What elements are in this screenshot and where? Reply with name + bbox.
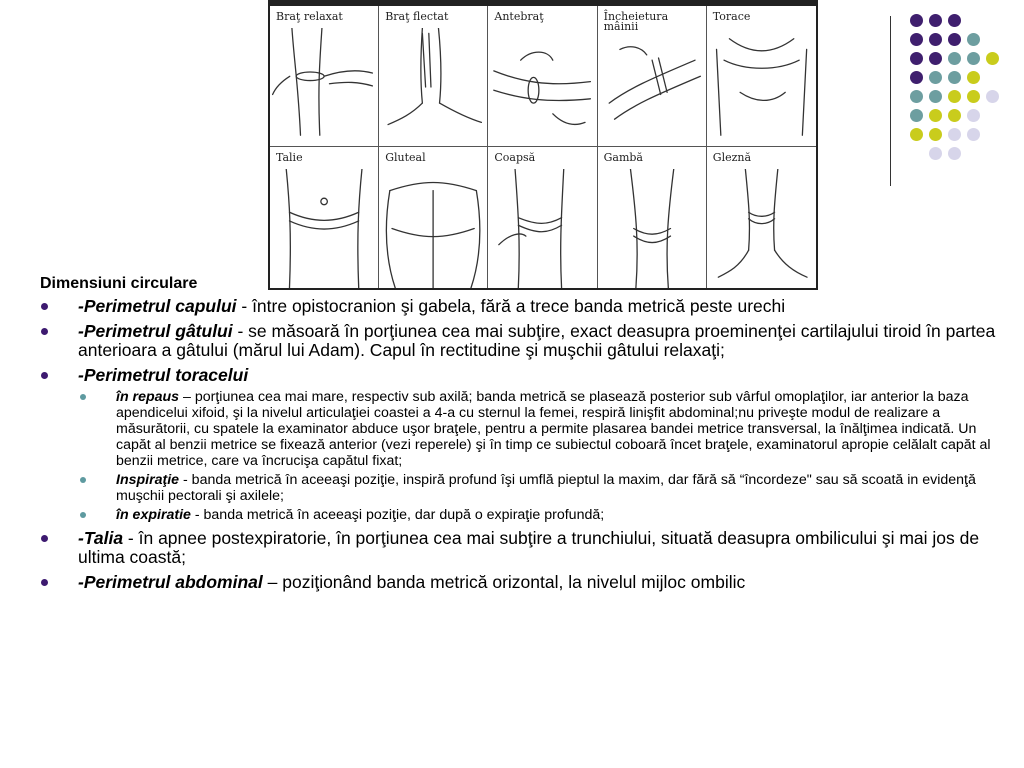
decor-dot: [967, 109, 980, 122]
decor-dot: [929, 147, 942, 160]
decor-dot: [929, 14, 942, 27]
figure-cell-chest: [707, 6, 816, 147]
decor-dot: [948, 147, 961, 160]
figure-cell-flexed-arm: [379, 6, 488, 147]
figure-label: Încheietura mâinii: [603, 10, 669, 33]
figure-cell-waist: [270, 147, 379, 288]
item-term: -Perimetrul gâtului: [78, 321, 233, 341]
figure-cell-wrist: [598, 6, 707, 147]
decor-dot: [948, 128, 961, 141]
subitem-text: – porţiunea cea mai mare, respectiv sub axilă; banda metrică se plasează posterior sub vârful omoplaţilor, iar anterior la baza apendicelui xifoid, şi la nivelul articulaţiei coastei a 4-a cu sternul la femei, respiră linişfit abdominal;nu priveşte modul de realizare a măsurătorii, cu spatele la examinator abduce uşor braţele, pentru a permite plasarea bandei metrice transversal, la înălţimea indicată. Un capăt al benzii metrice se fixează anterior (vezi reperele) şi în timp ce subiectul coboară încet braţele, examinatorul apropie celălalt capăt al benzii metrice, care va încrucişa capătul fixat;: [116, 389, 991, 469]
subitem-text: - banda metrică în aceeaşi poziţie, inspiră profund îşi umflă pieptul la maxim, dar fără să “încordeze" sau să scoată in evidenţă muşchii pectorali şi axilele;: [116, 472, 976, 504]
list-item-abdominal: [40, 573, 1000, 592]
figure-cell-forearm: [488, 6, 597, 147]
sublist-item-expiration: [78, 507, 1000, 523]
figure-label: Braţ relaxat: [276, 10, 343, 23]
figure-cell-calf: [598, 147, 707, 288]
figure-label: Gleznă: [712, 151, 752, 164]
subitem-term: Inspiraţie: [116, 472, 180, 488]
list-item-chest: [40, 366, 1000, 523]
decor-dot: [948, 14, 961, 27]
section-heading: Dimensiuni circulare: [40, 275, 198, 292]
figure-label: Gambă: [603, 151, 643, 164]
decor-dot: [910, 14, 923, 27]
flexed-arm-sketch: [379, 28, 487, 146]
decor-dot: [948, 90, 961, 103]
figure-label: Braţ flectat: [385, 10, 449, 23]
decor-dot: [910, 109, 923, 122]
decor-dot: [967, 128, 980, 141]
item-term: -Perimetrul toracelui: [78, 365, 249, 385]
calf-sketch: [598, 169, 706, 288]
wrist-sketch: [598, 28, 706, 146]
item-term: -Perimetrul abdominal: [78, 572, 263, 592]
decor-dot: [929, 109, 942, 122]
figure-label: Coapsă: [494, 151, 536, 164]
decor-dot: [910, 90, 923, 103]
measurement-list: [40, 297, 1000, 592]
figure-cell-gluteal: [379, 147, 488, 288]
ankle-sketch: [707, 169, 816, 288]
relaxed-arm-sketch: [270, 28, 378, 146]
list-item-head: [40, 297, 1000, 316]
decor-dot: [910, 52, 923, 65]
decor-dot: [986, 90, 999, 103]
decor-dot: [929, 90, 942, 103]
subitem-term: în repaus: [116, 389, 180, 405]
item-text: – poziţionând banda metrică orizontal, la nivelul mijloc ombilic: [262, 572, 746, 592]
sublist-item-rest: [78, 389, 1000, 469]
item-text: - între opistocranion şi gabela, fără a trece banda metrică peste urechi: [236, 296, 786, 316]
subitem-term: în expiratie: [116, 507, 191, 523]
decor-dot: [929, 52, 942, 65]
figure-label: Torace: [712, 10, 751, 23]
decor-dot: [910, 128, 923, 141]
decor-dot: [929, 128, 942, 141]
chest-sublist: [78, 389, 1000, 523]
slide-content: [40, 275, 1000, 598]
decor-dot: [910, 71, 923, 84]
decor-divider: [890, 16, 891, 186]
waist-sketch: [270, 169, 378, 288]
decor-dot: [967, 52, 980, 65]
decor-dot: [986, 52, 999, 65]
subitem-text: - banda metrică în aceeaşi poziţie, dar după o expiraţie profundă;: [190, 507, 605, 523]
item-term: -Perimetrul capului: [78, 296, 237, 316]
decor-dot: [910, 33, 923, 46]
item-text: - se măsoară în porţiunea cea mai subţire, exact deasupra proeminenţei cartilajului tiroid în partea anterioara a gâtului (mărul lui Adam). Capul în rectitudine şi muşchii gâtului relaxaţi;: [78, 321, 996, 360]
sublist-item-inspiration: [78, 472, 1000, 504]
decor-dot: [967, 71, 980, 84]
decor-dot: [948, 71, 961, 84]
decor-dot: [948, 109, 961, 122]
forearm-sketch: [488, 28, 596, 146]
chest-sketch: [707, 28, 816, 146]
figure-label: Antebraţ: [494, 10, 544, 23]
figure-cell-ankle: [707, 147, 816, 288]
decor-dot: [948, 33, 961, 46]
item-term: -Talia: [78, 528, 124, 548]
decor-dot: [929, 33, 942, 46]
decor-dot-grid: [910, 14, 1010, 164]
figure-cell-relaxed-arm: [270, 6, 379, 147]
decor-dot: [967, 90, 980, 103]
figure-label: Gluteal: [385, 151, 426, 164]
measurement-figure: [268, 0, 818, 290]
decor-dot: [929, 71, 942, 84]
item-text: - în apnee postexpiratorie, în porţiunea cea mai subţire a trunchiului, situată deasupra ombilicului şi mai jos de ultima coastă;: [78, 528, 980, 567]
list-item-neck: [40, 322, 1000, 360]
list-item-waist: [40, 529, 1000, 567]
gluteal-sketch: [379, 169, 487, 288]
thigh-sketch: [488, 169, 596, 288]
decor-dot: [967, 33, 980, 46]
figure-cell-thigh: [488, 147, 597, 288]
decor-dot: [948, 52, 961, 65]
figure-label: Talie: [276, 151, 303, 164]
